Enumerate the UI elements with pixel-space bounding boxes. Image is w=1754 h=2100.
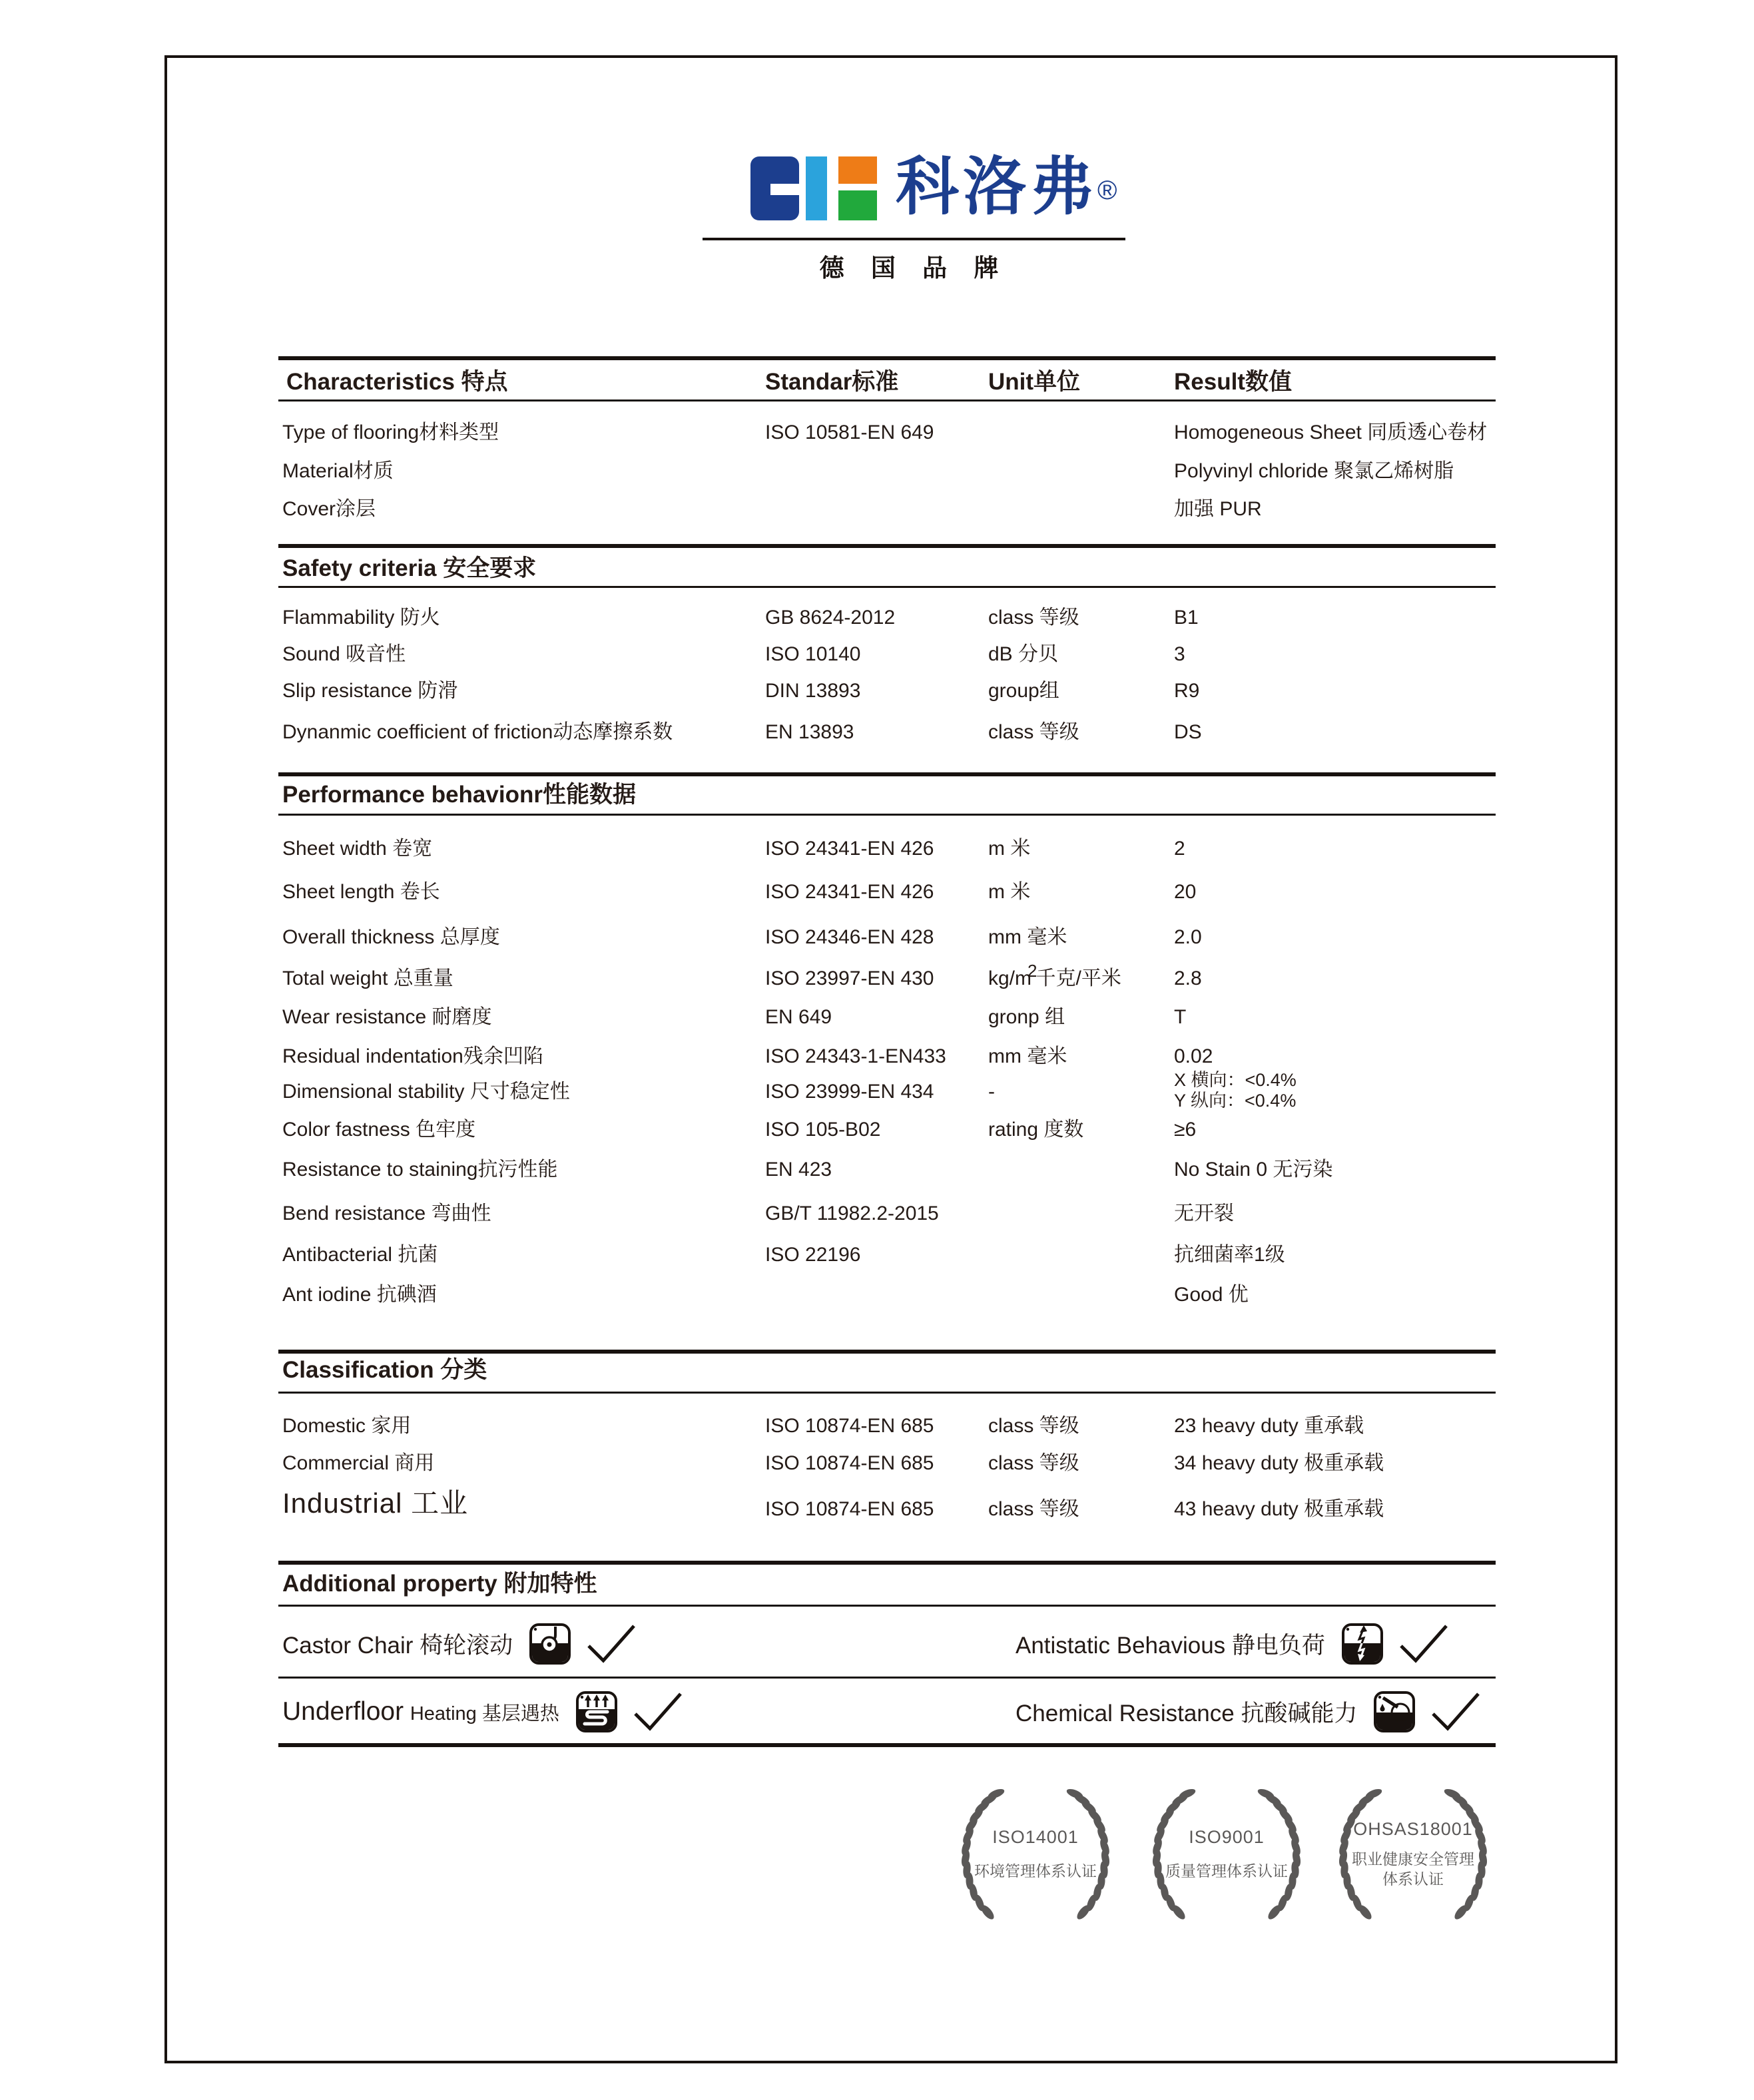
spec-standard: ISO 10140: [765, 643, 861, 665]
spec-unit: class 等级: [988, 1415, 1079, 1437]
spec-standard: EN 423: [765, 1159, 832, 1181]
badge-iso14001: [949, 1786, 1122, 1922]
spec-label: Ant iodine 抗碘酒: [282, 1284, 437, 1306]
spec-label: Domestic 家用: [282, 1415, 412, 1437]
divider: [278, 772, 1496, 776]
column-header-result: Result数值: [1174, 369, 1292, 395]
spec-label: Dimensional stability 尺寸稳定性: [282, 1081, 570, 1103]
spec-label: Wear resistance 耐磨度: [282, 1006, 492, 1028]
logo-mark-notch: [770, 184, 799, 195]
spec-result: Good 优: [1174, 1284, 1249, 1306]
divider: [278, 1350, 1496, 1354]
section-title-performance: Performance behavionr性能数据: [282, 782, 636, 808]
spec-standard: DIN 13893: [765, 680, 861, 702]
spec-result: 20: [1174, 881, 1197, 903]
divider: [278, 814, 1496, 816]
spec-label: Commercial 商用: [282, 1452, 435, 1474]
badge-text: [1160, 1786, 1293, 1922]
section-title-classification: Classification 分类: [282, 1357, 487, 1383]
result-line-1: X 横向：<0.4%: [1174, 1070, 1297, 1090]
badge-description: 质量管理体系认证: [1165, 1862, 1288, 1880]
spec-result: Polyvinyl chloride 聚氯乙烯树脂: [1174, 460, 1454, 482]
divider: [278, 1743, 1496, 1747]
spec-unit: class 等级: [988, 1498, 1079, 1520]
spec-label: Antibacterial 抗菌: [282, 1244, 438, 1266]
spec-standard: ISO 23999-EN 434: [765, 1081, 934, 1103]
spec-unit: group组: [988, 680, 1059, 702]
spec-label: Material材质: [282, 460, 394, 482]
spec-label: Cover涂层: [282, 498, 376, 520]
brand-tagline: 德 国 品 牌: [819, 254, 1009, 282]
spec-standard: ISO 10874-EN 685: [765, 1415, 934, 1437]
brand-name: [896, 152, 1121, 222]
spec-result: 3: [1174, 643, 1185, 665]
spec-result: 加强 PUR: [1174, 498, 1262, 520]
spec-unit: mm 毫米: [988, 1045, 1067, 1067]
spec-standard: ISO 24341-EN 426: [765, 881, 934, 903]
additional-item-label: Castor Chair 椅轮滚动: [282, 1633, 513, 1659]
badge-ohsas18001: [1326, 1786, 1500, 1922]
antistatic-icon: [1341, 1623, 1384, 1665]
spec-unit: rating 度数: [988, 1119, 1084, 1141]
divider: [278, 544, 1496, 548]
section-title-additional: Additional property 附加特性: [282, 1571, 597, 1597]
divider: [278, 1392, 1496, 1394]
spec-unit: class 等级: [988, 1452, 1079, 1474]
spec-label: Industrial 工业: [282, 1487, 469, 1519]
spec-label: Overall thickness 总厚度: [282, 926, 500, 948]
spec-result: R9: [1174, 680, 1200, 702]
badge-text: [1346, 1786, 1480, 1922]
spec-unit: class 等级: [988, 721, 1079, 743]
unit-cjk: 千克/平米: [1035, 967, 1121, 989]
spec-label: Sound 吸音性: [282, 643, 406, 665]
spec-result: 43 heavy duty 极重承载: [1174, 1498, 1384, 1520]
unit-base: kg/m: [988, 967, 1032, 989]
brand-name-text: 科洛弗: [896, 152, 1098, 222]
unit-superscript: 2: [1027, 961, 1037, 981]
spec-result: 2.8: [1174, 967, 1202, 989]
spec-result: 抗细菌率1级: [1174, 1244, 1285, 1266]
spec-result: B1: [1174, 607, 1199, 629]
spec-standard: GB 8624-2012: [765, 607, 896, 629]
spec-standard: EN 13893: [765, 721, 854, 743]
spec-unit: mm 毫米: [988, 926, 1067, 948]
label-rest: Heating 基层遇热: [410, 1703, 559, 1724]
spec-result: 无开裂: [1174, 1202, 1234, 1224]
spec-result: 2.0: [1174, 926, 1202, 948]
badge-desc-line-1: 职业健康安全管理: [1352, 1850, 1474, 1868]
badge-description: [1352, 1849, 1474, 1889]
spec-result: [1174, 1070, 1297, 1111]
column-header-standard: Standar标准: [765, 369, 899, 395]
spec-result: 23 heavy duty 重承载: [1174, 1415, 1364, 1437]
spec-standard: ISO 24343-1-EN433: [765, 1045, 946, 1067]
logo-orange-square: [838, 156, 877, 184]
spec-unit: gronp 组: [988, 1006, 1065, 1028]
spec-standard: ISO 23997-EN 430: [765, 967, 934, 989]
spec-standard: GB/T 11982.2-2015: [765, 1202, 939, 1224]
spec-label: Total weight 总重量: [282, 967, 453, 989]
spec-result: T: [1174, 1006, 1187, 1028]
check-icon: [1429, 1690, 1482, 1734]
spec-unit: dB 分贝: [988, 643, 1059, 665]
check-icon: [1397, 1622, 1450, 1666]
spec-standard: ISO 22196: [765, 1244, 861, 1266]
spec-result: Homogeneous Sheet 同质透心卷材: [1174, 421, 1488, 443]
additional-item-label: Chemical Resistance 抗酸碱能力: [1016, 1701, 1358, 1726]
logo-mark-c: [750, 156, 799, 220]
spec-label: Slip resistance 防滑: [282, 680, 458, 702]
spec-label: Dynanmic coefficient of friction动态摩擦系数: [282, 721, 673, 743]
castor-chair-icon: [529, 1623, 571, 1665]
label-main: Underfloor: [282, 1697, 404, 1726]
column-header-unit: Unit单位: [988, 369, 1081, 395]
spec-label: Color fastness 色牢度: [282, 1119, 476, 1141]
check-icon: [585, 1622, 638, 1666]
spec-standard: ISO 10874-EN 685: [765, 1498, 934, 1520]
badge-text: [969, 1786, 1102, 1922]
spec-unit: -: [988, 1081, 995, 1103]
brand-logo: [750, 152, 1121, 222]
spec-standard: ISO 10581-EN 649: [765, 421, 934, 443]
badge-name: OHSAS18001: [1353, 1819, 1473, 1839]
additional-item-underfloor-heating: [282, 1691, 685, 1733]
badge-iso9001: [1140, 1786, 1313, 1922]
spec-standard: ISO 10874-EN 685: [765, 1452, 934, 1474]
additional-item-label: Antistatic Behavious 静电负荷: [1016, 1633, 1325, 1659]
spec-unit: m 米: [988, 838, 1031, 860]
logo-green-square: [838, 190, 877, 220]
logo-mark-bar: [806, 156, 827, 220]
spec-label: Type of flooring材料类型: [282, 421, 499, 443]
spec-result: No Stain 0 无污染: [1174, 1159, 1333, 1181]
additional-item-chemical-resistance: [1016, 1691, 1482, 1733]
column-header-characteristics: Characteristics 特点: [286, 369, 508, 395]
result-line-2: Y 纵向：<0.4%: [1174, 1091, 1297, 1111]
registered-trademark-icon: ®: [1097, 176, 1121, 205]
spec-label: Sheet width 卷宽: [282, 838, 433, 860]
spec-standard: ISO 105-B02: [765, 1119, 881, 1141]
section-title-safety: Safety criteria 安全要求: [282, 555, 537, 581]
badge-name: ISO14001: [992, 1827, 1079, 1847]
divider: [278, 586, 1496, 588]
logo-divider: [703, 238, 1125, 240]
spec-result: DS: [1174, 721, 1202, 743]
divider: [278, 356, 1496, 360]
divider: [278, 1605, 1496, 1607]
check-icon: [631, 1690, 685, 1734]
spec-unit: m 米: [988, 881, 1031, 903]
additional-item-label: [282, 1697, 559, 1726]
spec-label: Bend resistance 弯曲性: [282, 1202, 491, 1224]
spec-result: 34 heavy duty 极重承载: [1174, 1452, 1384, 1474]
spec-standard: EN 649: [765, 1006, 832, 1028]
divider: [278, 399, 1496, 401]
divider: [278, 1561, 1496, 1565]
divider: [278, 1677, 1496, 1679]
spec-result: 2: [1174, 838, 1185, 860]
spec-standard: ISO 24346-EN 428: [765, 926, 934, 948]
spec-result: 0.02: [1174, 1045, 1213, 1067]
spec-result: ≥6: [1174, 1119, 1197, 1141]
additional-item-castor-chair: [282, 1623, 638, 1665]
spec-standard: ISO 24341-EN 426: [765, 838, 934, 860]
spec-label: Residual indentation残余凹陷: [282, 1045, 543, 1067]
logo-mark-squares: [838, 156, 877, 220]
spec-unit: [988, 961, 1121, 990]
badge-description: 环境管理体系认证: [974, 1862, 1097, 1880]
chemical-resistance-icon: [1373, 1691, 1416, 1733]
spec-label: Resistance to staining抗污性能: [282, 1159, 558, 1181]
spec-label: Sheet length 卷长: [282, 881, 440, 903]
badge-name: ISO9001: [1189, 1827, 1265, 1847]
underfloor-heating-icon: [575, 1691, 618, 1733]
additional-item-antistatic: [1016, 1623, 1450, 1665]
badge-desc-line-2: 体系认证: [1382, 1870, 1444, 1888]
spec-label: Flammability 防火: [282, 607, 440, 629]
spec-unit: class 等级: [988, 607, 1079, 629]
